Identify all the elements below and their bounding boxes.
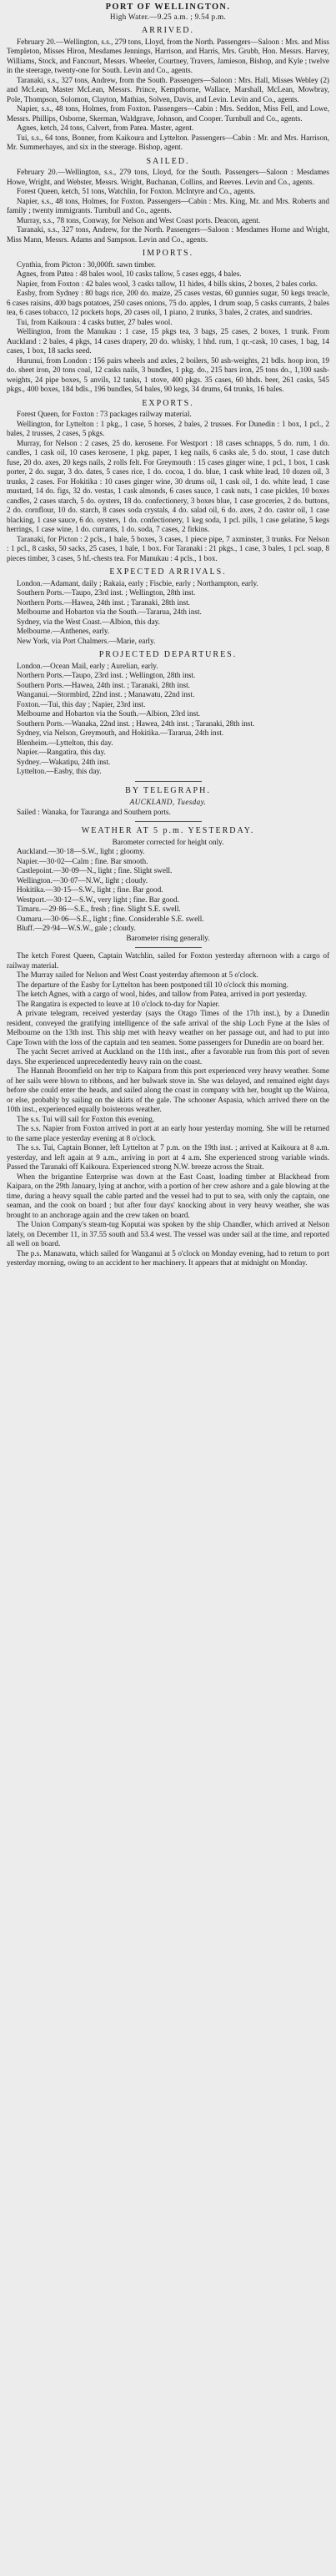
arrived-paragraph: Agnes, ketch, 24 tons, Calvert, from Patea. Master, agent. [17,124,194,132]
weather-note: Barometer corrected for height only. [112,837,224,846]
news-paragraph: A private telegram, received yesterday (says the Otago Times of the 17th inst.), by a Dunedin resident, conveyed the gratifying intelligence of the safe arrival of the ship Loch Fyne at the Isles of Melbourne on the 13th inst. This ship met with heavy weather on her passage out, and had to put into Cape Town with the loss of the captain and ten seamen. Some passengers for Dunedin are on board her. [7,1009,329,1046]
sailed-paragraph: Murray, s.s., 78 tons, Conway, for Nelson and West Coast ports. Deacon, agent. [17,215,261,224]
sailed-paragraph: Forest Queen, ketch, 51 tons, Watchlin, for Foxton. McIntyre and Co., agents. [17,187,256,195]
telegraph-heading: BY TELEGRAPH. [125,785,211,795]
expected-arrivals-heading: EXPECTED ARRIVALS. [109,567,227,577]
news-paragraph: The Hannah Broomfield on her trip to Kaipara from this port experienced very heavy weather. Some of her sails were blown to ribbons, and her bulwark stove in. She was delayed, and remained eight days before she could enter the heads, and sailed along the coast in company with her, bought up the Wairoa, or else, probably by sailing on the skirts of the gale. The schooner Aspasia, which arrived there on the 10th inst., experienced equally boisterous weather. [7,1066,329,1113]
tide-line: High Water.—9.25 a.m. ; 9.54 p.m. [109,12,227,21]
projected-departure-item: Melbourne and Hobarton via the South.—Albion, 23rd inst. [17,709,200,718]
projected-departure-item: Sydney, via Nelson, Greymouth, and Hokitika.—Tararua, 24th inst. [17,728,224,737]
sailed-section [7,168,329,244]
imports-paragraph: Easby, from Sydney : 80 bags rice, 200 do. maize, 25 cases vestas, 60 gunnies sugar, 50 kegs treacle, 6 cases raisins, 400 bags potatoes, 250 cases onions, 75 do. apples, 1 drum soap, 5 casks currants, 2 bales tea, 6 cases tobacco, 12 pockets hops, 20 cases oil, 1 piano, 2 trunks, 3 bales, 2 crates, and sundries. [7,289,329,316]
expected-arrival-item: Northern Ports.—Hawea, 24th inst. ; Taranaki, 28th inst. [17,597,190,607]
section-divider [135,947,202,948]
newspaper-column [7,0,329,1277]
imports-paragraph: Tui, from Kaikoura : 4 casks butter, 27 bales wool. [17,317,173,326]
section-divider [135,781,202,782]
sailed-heading: SAILED. [146,156,190,166]
projected-departure-item: London.—Ocean Mail, early ; Aurelian, early. [17,661,158,670]
weather-section [7,838,329,944]
weather-report: Timaru.—29·86—S.E., fresh ; fine. Slight S.E. swell. [17,905,181,913]
news-paragraph: The ketch Forest Queen, Captain Watchlin, sailed for Foxton yesterday afternoon with a cargo of railway material. [7,951,329,970]
imports-paragraph: Hurunui, from London : 156 pairs wheels and axles, 2 boilers, 50 ash-weights, 21 bdls. hoop iron, 19 do. sheet iron, 20 tons coal, 12 casks nails, 3 bundles, 1 pkg. do., 215 bars iron, 25 tons do., 1,100 sash-weights, 24 pipe boxes, 5 anvils, 12 tanks, 1 stove, 400 pkgs. 35 cases, 60 hhds. beer, 261 casks, 545 pkgs., 400 boxes, 184 bdls., 196 bundles, 54 bales, 90 kegs, 34 drums, 64 trunks, 16 bales. [7,355,329,393]
imports-paragraph: Wellington, from the Manukau : 1 case, 15 pkgs tea, 3 bags, 25 cases, 2 boxes, 1 trunk. From Auckland : 2 bales, 4 pkgs, 14 cases drapery, 20 do. whisky, 1 hhd. rum, 1 qr.-cask, 10 cases, 1 bag, 14 cases, 1 box, 18 sacks seed. [7,327,329,355]
expected-arrival-item: New York, via Port Chalmers.—Marie, early. [17,636,156,645]
exports-paragraph: Murray, for Nelson : 2 cases, 25 do. kerosene. For Westport : 18 cases schnapps, 5 do. rum, 1 do. candles, 1 cask oil, 10 cases kerosene, 1 pkg. paper, 1 keg nails, 6 casks ale, 5 do. stout, 1 case dutch fuse, 20 do. axes, 20 kegs nails, 2 rolls felt. For Greymouth : 15 cases ginger wine, 1 pcl., 1 box, 1 cask porter, 2 do. sugar, 3 do. dates, 5 cases rice, 1 do. cocoa, 1 do. blue, 1 cask white lead, 10 dozen oil, 3 trunks, 2 cases. For Hokitika : 10 cases ginger wine, 30 drums oil, 1 cask oil, 1 do. white lead, 1 case mustard, 14 do. figs, 32 do. vestas, 1 cask almonds, 6 cases sauce, 1 cask nuts, 1 case pickles, 10 boxes candles, 2 cases starch, 5 do. oysters, 18 do. confectionery, 3 boxes blue, 1 case groceries, 2 do. buttons, 2 do. cornflour, 10 do. starch, 8 cases soda crystals, 4 do. salad oil, 6 do. axes, 2 do. castor oil, 1 case blacking, 1 case sauce, 6 do. oysters, 1 do. confectionery, 1 keg soda, 1 pcl. pills, 1 case gelatine, 5 kegs herrings, 1 case wine, 1 do. currants, 1 do. soda, 7 cases, 2 firkins. [7,438,329,533]
section-divider [135,821,202,822]
weather-report: Wellington.—30·07—N.W., light ; cloudy. [17,875,148,885]
news-paragraph: The s.s. Tui, Captain Bonner, left Lyttelton at 7 p.m. on the 19th inst. ; arrived at Kaikoura at 8 a.m. yesterday, and left again at 9 a.m., arriving in port at 4 a.m. She experienced strong variable winds. Passed the Taranaki off Kaikoura. Experienced strong N.W. breeze across the Strait. [7,1143,329,1171]
shipping-news-section [7,951,329,1268]
projected-departures-section [7,662,329,777]
weather-report: Castlepoint.—30·09—N., light ; fine. Slight swell. [17,866,173,875]
weather-report: Bluff.—29·94—W.S.W., gale ; cloudy. [17,924,136,932]
expected-arrival-item: Melbourne and Hobarton via the South.—Tararua, 24th inst. [17,607,202,616]
telegraph-section [7,808,329,818]
projected-departure-item: Southern Ports.—Wanaka, 22nd inst. ; Hawea, 24th inst. ; Taranaki, 28th inst. [17,718,255,728]
sailed-paragraph: Napier, s.s., 48 tons, Holmes, for Foxton. Passengers—Cabin : Mrs. King, Mr. and Mrs. Roberts and family ; twenty immigrants. Turnbull and Co., agents. [7,196,329,214]
imports-paragraph: Agnes, from Patea : 48 bales wool, 10 casks tallow, 5 cases eggs, 4 bales. [17,270,242,278]
weather-report: Westport.—30·12—S.W., very light ; fine. Bar good. [17,895,179,904]
arrived-section [7,38,329,153]
news-paragraph: The s.s. Tui will sail for Foxton this evening. [17,1114,155,1123]
telegraph-dateline: AUCKLAND, Tuesday. [129,798,207,806]
exports-heading: EXPORTS. [142,398,194,408]
arrived-heading: ARRIVED. [142,26,194,35]
projected-departure-item: Napier.—Rangatira, this day. [17,748,106,756]
projected-departure-item: Foxton.—Tui, this day ; Napier, 23rd inst. [17,699,146,708]
weather-heading: WEATHER AT 5 p.m. YESTERDAY. [81,826,255,835]
weather-note: Barometer rising generally. [126,933,210,942]
exports-section [7,410,329,563]
sailed-paragraph: February 20.—Wellington, s.s., 279 tons, Lloyd, for the South. Passengers—Saloon : Mesdames Howe, Wright, and Webster, Messrs. Wright, Buchanan, Collins, and Reeves. Levin and Co., agents. [7,168,329,186]
expected-arrivals-section [7,579,329,647]
arrived-paragraph: Taranaki, s.s., 327 tons, Andrew, from the South. Passengers—Saloon : Mrs. Hall, Misses Webley (2) and McLean, Master McLean, Messrs. Prince, Kempthorne, Wallace, Marshall, McLean, Mowbray, Pole, Thompson, Solomon, Clayton, Mathias, Solven, Davis, and Levin. Levin and Co., agents. [7,75,329,103]
arrived-paragraph: Napier, s.s., 48 tons, Holmes, from Foxton. Passengers—Cabin : Mrs. Seddon, Miss Fell, and Lowe, Messrs. Phillips, Osborne, Skerman, Waldgrave, Johnson, and Cooper. Turnbull and Co., agents. [7,104,329,123]
projected-departure-item: Northern Ports.—Taupo, 23rd inst. ; Wellington, 28th inst. [17,671,196,679]
exports-paragraph: Wellington, for Lyttelton : 1 pkg., 1 case, 5 horses, 2 bales, 2 trusses. For Dunedin : 1 box, 1 pcl., 2 bales, 2 trusses, 2 cases, 5 pkgs. [7,419,329,437]
expected-arrival-item: Southern Ports.—Taupo, 23rd inst. ; Wellington, 28th inst. [17,588,196,597]
imports-heading: IMPORTS. [142,249,194,258]
news-paragraph: The p.s. Manawatu, which sailed for Wanganui at 5 o'clock on Monday evening, had to return to port yesterday morning, owing to an accident to her machinery. It appears that at midnight on Monday. [7,1248,329,1267]
telegraph-paragraph: Sailed : Wanaka, for Tauranga and Southern ports. [17,807,171,816]
projected-departure-item: Blenheim.—Lyttelton, this day. [17,738,113,747]
news-paragraph: The s.s. Napier from Foxton arrived in port at an early hour yesterday morning. She will be returned to the same place yesterday evening at 8 o'clock. [7,1124,329,1142]
news-paragraph: The yacht Secret arrived at Auckland on the 11th inst., after a favorable run from this port of seven days. She experienced unprecedentedly heavy rain on the coast. [7,1047,329,1066]
expected-arrival-item: London.—Adamant, daily ; Rakaia, early ; Fiscbie, early ; Northampton, early. [17,578,258,587]
weather-report: Auckland.—30·18—S.W., light ; gloomy. [17,847,145,855]
news-paragraph: The ketch Agnes, with a cargo of wool, hides, and tallow from Patea, arrived in port yesterday. [17,990,308,998]
imports-paragraph: Cynthia, from Picton : 30,000ft. sawn timber. [17,260,156,269]
imports-section [7,260,329,395]
projected-departures-heading: PROJECTED DEPARTURES. [98,650,238,659]
projected-departure-item: Lyttelton.—Easby, this day. [17,767,102,775]
exports-paragraph: Forest Queen, for Foxton : 73 packages railway material. [17,410,192,418]
projected-departure-item: Wanganui.—Stormbird, 22nd inst. ; Manawatu, 22nd inst. [17,690,195,698]
news-paragraph: The Murray sailed for Nelson and West Coast yesterday afternoon at 5 o'clock. [17,970,258,979]
news-paragraph: The Union Company's steam-tug Koputai was spoken by the ship Chandler, which arrived at Nelson lately, on December 11, in 37.55 south and 53.4 west. The vessel was under sail at the time, and reported all well on board. [7,1220,329,1248]
expected-arrival-item: Melbourne.—Anthenes, early. [17,627,110,635]
weather-report: Hokitika.—30·15—S.W., light ; fine. Bar good. [17,885,163,894]
page-title: PORT OF WELLINGTON. [105,3,231,12]
sailed-paragraph: Taranaki, s.s., 327 tons, Andrew, for the North. Passengers—Saloon : Mesdames Horne and Wright, Miss Mann, Messrs. Adams and Sampson. Levin and Co., agents. [7,225,329,244]
news-paragraph: When the brigantine Enterprise was down at the East Coast, loading timber at Blackhead from Kaipara, on the 29th January, lying at anchor, with a portion of her crew ashore and a gale blowing at the time, during a heavy squall the cable parted and the vessel had to put to sea, with only the captain, one seaman, and the cook on board ; but after four days' knocking about in very heavy weather, she was brought to an anchorage again and the crew taken on board. [7,1172,329,1219]
exports-paragraph: Taranaki, for Picton : 2 pcls., 1 bale, 5 boxes, 3 cases, 1 piece pipe, 7 axminster, 3 trunks. For Nelson : 1 pcl., 8 casks, 50 sacks, 25 cases, 1 bale, 1 box. For Taranaki : 21 pkgs., 1 case, 3 bales, 1 pcl. soap, 8 pieces timber, 3 cases, 5 hf.-chests tea. For Manukau : 4 pcls., 1 box. [7,534,329,562]
projected-departure-item: Sydney.—Wakatipu, 24th inst. [17,757,111,766]
weather-report: Napier.—30·02—Calm ; fine. Bar smooth. [17,856,148,865]
news-paragraph: The departure of the Easby for Lyttelton has been postponed till 10 o'clock this morning. [17,980,288,989]
expected-arrival-item: Sydney, via the West Coast.—Albion, this day. [17,617,160,626]
news-paragraph: The Rangatira is expected to leave at 10 o'clock to-day for Napier. [17,999,220,1008]
arrived-paragraph: Tui, s.s., 64 tons, Bonner, from Kaikoura and Lyttelton. Passengers—Cabin : Mr. and Mrs. Harrison, Mr. Summerhayes, and six in the steerage. Bishop, agent. [7,133,329,151]
imports-paragraph: Napier, from Foxton : 42 bales wool, 3 casks tallow, 11 hides, 4 bills skins, 2 boxes, 2 bales corks. [17,279,318,288]
arrived-paragraph: February 20.—Wellington, s.s., 279 tons, Lloyd, from the North. Passengers—Saloon : Mrs. and Miss Templeton, Misses Hiron, Mesdames Jennings, Harrison, and Harris, Mrs. Grubb, Hon. Messrs. Harvey, Williams, Stock, and Fancourt, Messrs. Wheeler, Courtney, Travers, Jamieson, Bishop, and Kyle ; twelve in the steerage, twenty-one for South. Levin and Co., agents. [7,37,329,74]
projected-departure-item: Southern Ports.—Hawea, 24th inst. ; Taranaki, 28th inst. [17,680,190,689]
weather-report: Oamaru.—30·06—S.E., light ; fine. Considerable S.E. swell. [17,914,204,923]
